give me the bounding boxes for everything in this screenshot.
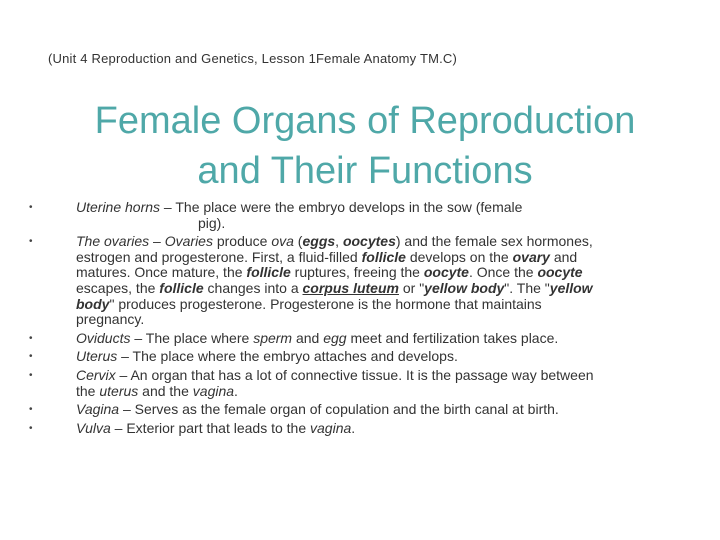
emphasized-term: The ovaries <box>76 233 150 250</box>
bullet-text: and the <box>138 382 193 399</box>
bullet-line <box>76 421 688 437</box>
bullet-text: . Once the <box>468 264 538 281</box>
bullet-dot: • <box>29 422 33 434</box>
bullet-text: and <box>292 329 324 346</box>
bullet-text: pregnancy. <box>76 311 145 328</box>
bullet-text: – Exterior part that leads to the <box>110 419 311 436</box>
bullet-text: or " <box>398 279 425 296</box>
emphasized-term: yellow body <box>424 279 505 296</box>
bullet-text: develops on the <box>405 248 513 265</box>
emphasized-term: Uterine horns <box>76 199 161 215</box>
bullet-dot: • <box>29 236 33 248</box>
emphasized-term: follicle <box>159 279 204 296</box>
bullet-text: – Serves as the female organ of copulation and the birth canal at birth. <box>119 401 559 418</box>
bullet-item <box>28 421 688 437</box>
bullet-text: the <box>76 382 100 399</box>
bullet-line <box>76 349 688 365</box>
bullet-item <box>28 402 688 418</box>
bullet-text: ruptures, freeing the <box>290 264 424 281</box>
emphasized-term: Cervix <box>76 366 116 383</box>
bullet-text: – The place were the embryo develops in the sow (female <box>160 199 523 215</box>
emphasized-term: Oviducts <box>76 329 131 346</box>
emphasized-term: uterus <box>99 382 139 399</box>
bullet-line <box>76 200 688 216</box>
bullet-line <box>76 384 688 400</box>
emphasized-term: Vulva <box>76 419 111 436</box>
bullet-line <box>76 331 688 347</box>
bullet-line <box>76 265 688 281</box>
bullet-text: . <box>234 382 238 399</box>
bullet-item <box>28 368 688 399</box>
bullet-line <box>76 312 688 328</box>
bullet-text: matures. Once mature, the <box>76 264 247 281</box>
slide-title <box>0 96 720 196</box>
emphasized-term: vagina <box>310 419 352 436</box>
emphasized-term: eggs <box>302 233 336 250</box>
bullet-text: – The place where the embryo attaches and develops. <box>117 348 458 365</box>
emphasized-term: vagina <box>192 382 235 399</box>
bullet-line <box>76 234 688 250</box>
bullet-text: " produces progesterone. Progesterone is the hormone that maintains <box>109 295 542 312</box>
slide-title-line-2: and Their Functions <box>197 150 533 192</box>
bullet-text: ) and the female sex hormones, <box>395 233 593 250</box>
emphasized-term: ova <box>271 233 294 250</box>
bullet-line <box>76 216 688 232</box>
bullet-dot: • <box>29 369 33 381</box>
bullet-dot: • <box>29 404 33 416</box>
bullet-text: – <box>149 233 165 250</box>
bullet-line <box>76 281 688 297</box>
emphasized-term: yellow <box>549 279 593 296</box>
bullet-text: estrogen and progesterone. First, a fluid-filled <box>76 248 362 265</box>
emphasized-term: body <box>76 295 110 312</box>
bullet-text: . <box>351 419 356 436</box>
bullet-text: changes into a <box>203 279 303 296</box>
bullet-dot: • <box>29 332 33 344</box>
bullet-text: escapes, the <box>76 279 160 296</box>
bullet-item <box>28 331 688 347</box>
bullet-item <box>28 200 688 231</box>
emphasized-term: Uterus <box>76 348 118 365</box>
bullet-item <box>28 234 688 328</box>
bullet-text: produce <box>212 233 272 250</box>
bullet-dot: • <box>29 351 33 363</box>
bullet-line <box>76 250 688 266</box>
bullet-line <box>76 402 688 418</box>
bullet-text: and <box>549 248 578 265</box>
slide-title-line-1: Female Organs of Reproduction <box>94 100 636 142</box>
emphasized-term: follicle <box>361 248 406 265</box>
bullet-text: , <box>335 233 343 250</box>
emphasized-term: follicle <box>246 264 291 281</box>
bullet-dot: • <box>29 202 33 213</box>
bullet-text: meet and fertilization takes place. <box>346 329 559 346</box>
bullet-line <box>76 297 688 313</box>
bullet-text: – The place where <box>130 329 254 346</box>
emphasized-term: Vagina <box>76 401 120 418</box>
emphasized-term: oocyte <box>423 264 469 281</box>
emphasized-term: Ovaries <box>164 233 213 250</box>
bullet-text: – An organ that has a lot of connective tissue. It is the passage way between <box>115 366 594 383</box>
emphasized-term: oocyte <box>537 264 583 281</box>
bullet-text: ( <box>293 233 303 250</box>
emphasized-term: sperm <box>253 329 293 346</box>
bullet-item <box>28 349 688 365</box>
bullet-text: pig). <box>198 214 226 231</box>
bullet-list <box>28 200 688 436</box>
bullet-text: ". The " <box>504 279 550 296</box>
emphasized-term: ovary <box>512 248 550 265</box>
emphasized-term: oocytes <box>342 233 396 250</box>
emphasized-term: corpus luteum <box>302 279 399 296</box>
bullet-line <box>76 368 688 384</box>
lesson-header: (Unit 4 Reproduction and Genetics, Lesson 1Female Anatomy TM.C) <box>48 51 458 66</box>
emphasized-term: egg <box>323 329 347 346</box>
